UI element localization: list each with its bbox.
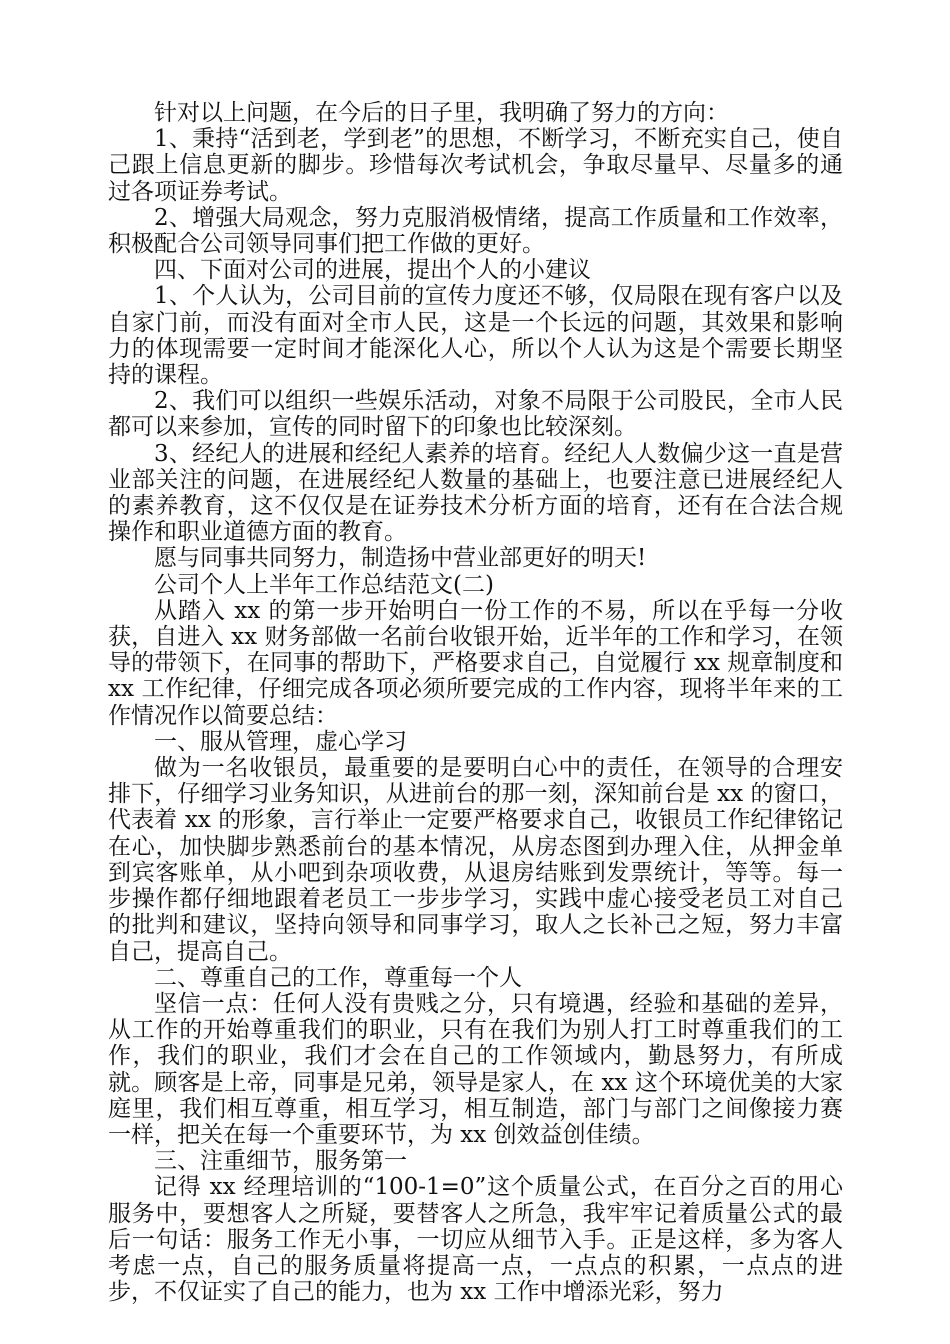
section-1-body: 做为一名收银员，最重要的是要明白心中的责任，在领导的合理安排下，仔细学习业务知识，从进前台的那一刻，深知前台是 xx 的窗口，代表着 xx 的形象，言行举止一定要严格要求自己，收银员工作纪律铭记在心，加快脚步熟悉前台的基本情况，从房态图到办理入住，从押金单到宾客账单，从小吧到杂项收费，从退房结账到发票统计，等等。每一步操作都仔细地跟着老员工一步步学习，实践中虚心接受老员工对自己的批判和建议，坚持向领导和同事学习，取人之长补己之短，努力丰富自己，提高自己。 <box>108 755 843 965</box>
suggestion-item-1: 1、个人认为，公司目前的宣传力度还不够，仅局限在现有客户以及自家门前，而没有面对全市人民，这是一个长远的问题，其效果和影响力的体现需要一定时间才能深化人心，所以个人认为这是个需要长期坚持的课程。 <box>108 283 843 389</box>
section-3-body: 记得 xx 经理培训的“100-1=0”这个质量公式，在百分之百的用心服务中，要想客人之所疑，要替客人之所急，我牢牢记着质量公式的最后一句话：服务工作无小事，一切应从细节入手。正是这样，多为客人考虑一点，自己的服务质量将提高一点，一点点的积累，一点点的进步，不仅证实了自己的能力，也为 xx 工作中增添光彩，努力 <box>108 1174 843 1306</box>
section-heading-2: 二、尊重自己的工作，尊重每一个人 <box>154 964 522 991</box>
intro-paragraph: 针对以上问题，在今后的日子里，我明确了努力的方向： <box>154 100 729 126</box>
direction-item-1: 1、秉持“活到老，学到老”的思想，不断学习，不断充实自己，使自己跟上信息更新的脚步。珍惜每次考试机会，争取尽量早、尽量多的通过各项证券考试。 <box>108 126 843 205</box>
document-title-2: 公司个人上半年工作总结范文(二) <box>154 571 494 598</box>
suggestion-item-3: 3、经纪人的进展和经纪人素养的培育。经纪人人数偏少这一直是营业部关注的问题，在进展经纪人数量的基础上，也要注意已进展经纪人的素养教育，这不仅仅是在证券技术分析方面的培育，还有在合法合规操作和职业道德方面的教育。 <box>108 440 843 546</box>
document-body <box>108 100 843 1305</box>
summary-intro-paragraph: 从踏入 xx 的第一步开始明白一份工作的不易，所以在乎每一分收获，自进入 xx 财务部做一名前台收银开始，近半年的工作和学习，在领导的带领下，在同事的帮助下，严格要求自己，自觉履行 xx 规章制度和 xx 工作纪律，仔细完成各项必须所要完成的工作内容，现将半年来的工作情况作以简要总结： <box>108 597 843 729</box>
closing-paragraph: 愿与同事共同努力，制造扬中营业部更好的明天! <box>154 545 647 572</box>
section-heading-4: 四、下面对公司的进展，提出个人的小建议 <box>154 257 591 284</box>
suggestion-item-2: 2、我们可以组织一些娱乐活动，对象不局限于公司股民，全市人民都可以来参加，宣传的同时留下的印象也比较深刻。 <box>108 388 843 441</box>
section-heading-3: 三、注重细节，服务第一 <box>154 1148 407 1175</box>
section-heading-1: 一、服从管理，虚心学习 <box>154 728 407 755</box>
direction-item-2: 2、增强大局观念，努力克服消极情绪，提高工作质量和工作效率，积极配合公司领导同事们把工作做的更好。 <box>108 204 843 258</box>
section-2-body: 坚信一点：任何人没有贵贱之分，只有境遇，经验和基础的差异，从工作的开始尊重我们的职业，只有在我们为别人打工时尊重我们的工作，我们的职业，我们才会在自己的工作领域内，勤恳努力，有所成就。顾客是上帝，同事是兄弟，领导是家人，在 xx 这个环境优美的大家庭里，我们相互尊重，相互学习，相互制造，部门与部门之间像接力赛一样，把关在每一个重要环节，为 xx 创效益创佳绩。 <box>108 990 843 1148</box>
